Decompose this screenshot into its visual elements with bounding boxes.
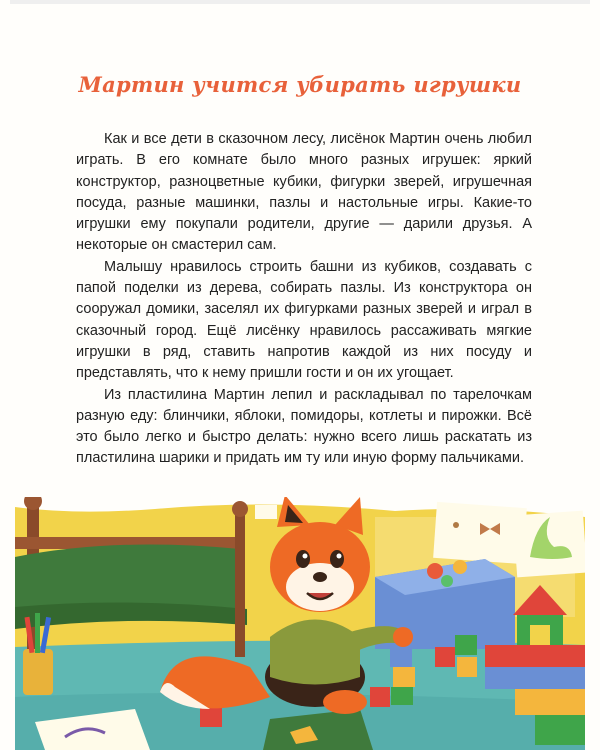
paragraph-1: Как и все дети в сказочном лесу, лисёнок Мартин очень любил играть. В его комнате было много разных игрушек: яркий конструктор, разноцветные кубики, фигурки зверей, игрушечная посуда, разные машинки, пазлы и настольные игры. Какие-то игрушки ему покупали родители, другие — дарили друзья. А некоторые он смастерил сам. <box>76 131 532 254</box>
block-yellow-2 <box>457 657 477 677</box>
fox-muzzle <box>286 563 354 611</box>
fox-nose <box>313 572 327 582</box>
bed-post-2 <box>235 507 245 657</box>
drawing-dot <box>453 522 459 528</box>
fox-eye-shine-2 <box>337 554 342 559</box>
toy-ball <box>427 563 443 579</box>
fox-eye-left <box>296 550 310 568</box>
fox-foot <box>323 690 367 714</box>
bed-knob-2 <box>232 501 248 517</box>
fox-eye-shine <box>303 554 308 559</box>
fox-paw <box>393 627 413 647</box>
block-yellow <box>393 667 415 687</box>
block-red <box>435 647 455 667</box>
tower-base-4 <box>535 715 585 745</box>
tower-window <box>530 625 550 645</box>
tower-base-2 <box>485 667 585 689</box>
paragraph-2: Малышу нравилось строить башни из кубиков, создавать с папой поделки из дерева, собирать пазлы. Из конструктора он сооружал домики, заселял их фигурками разных зверей и играл в сказочный город. Ещё лисёнку нравилось рассаживать мягкие игрушки в ряд, ставить напротив каждой из них посуду и представлять, что к нему пришли гости и он их угощает. <box>76 258 532 382</box>
story-text <box>76 129 532 470</box>
page-title: Мартин учится убирать игрушки <box>78 72 522 97</box>
toy-ball-3 <box>441 575 453 587</box>
fox-playing-illustration <box>15 497 585 750</box>
tower-base-3 <box>515 689 585 715</box>
block-red-3 <box>370 687 390 707</box>
wall-note <box>255 505 277 519</box>
fox-eye-right <box>330 550 344 568</box>
toy-ball-2 <box>453 560 467 574</box>
fox-shirt <box>270 620 360 685</box>
block-red-2 <box>200 707 222 727</box>
pencil-green <box>35 613 40 653</box>
block-green-2 <box>455 635 477 655</box>
block-green <box>391 687 413 705</box>
paragraph-3: Из пластилина Мартин лепил и раскладывал по тарелочкам разную еду: блинчики, яблоки, помидоры, котлеты и пирожки. Всё это было легко и быстро делать: нужно всего лишь раскатать из пластилина шарики и придать им ту или иную форму пальчиками. <box>76 386 532 467</box>
tower-base <box>485 645 585 667</box>
block-blue <box>390 645 412 667</box>
pencil-cup <box>23 649 53 695</box>
page-edge <box>10 0 590 4</box>
